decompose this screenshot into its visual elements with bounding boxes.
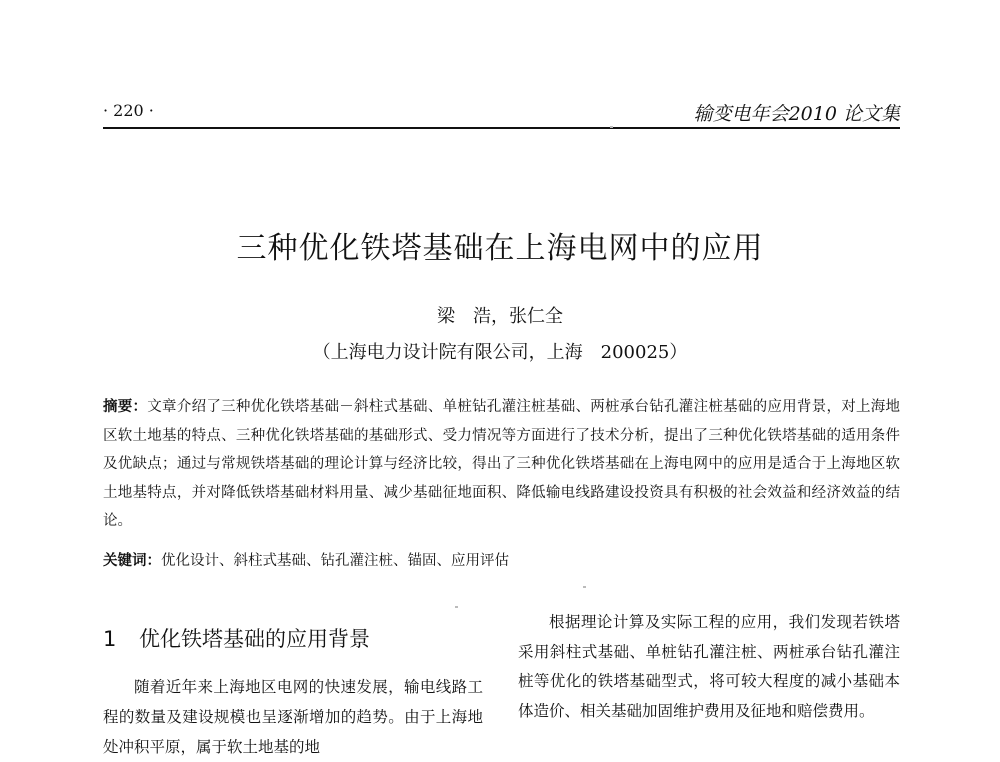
journal-title: 输变电年会2010 论文集 xyxy=(693,103,900,125)
body-column-left xyxy=(103,672,483,762)
affiliation: （上海电力设计院有限公司，上海 200025） xyxy=(312,342,688,363)
abstract-text: 文章介绍了三种优化铁塔基础－斜柱式基础、单桩钻孔灌注桩基础、两桩承台钻孔灌注桩基础的应用背景，对上海地区软土地基的特点、三种优化铁塔基础的基础形式、受力情况等方面进行了技术分析，提出了三种优化铁塔基础的适用条件及优缺点；通过与常规铁塔基础的理论计算与经济比较，得出了三种优化铁塔基础在上海电网中的应用是适合于上海地区软土地基特点，并对降低铁塔基础材料用量、减少基础征地面积、降低输电线路建设投资具有积极的社会效益和经济效益的结论。 xyxy=(103,399,900,530)
scan-speck xyxy=(455,606,458,608)
keywords-label: 关键词： xyxy=(103,553,161,569)
keywords xyxy=(103,549,900,573)
header-rule xyxy=(103,127,900,129)
body-paragraph-left: 随着近年来上海地区电网的快速发展，输电线路工程的数量及建设规模也呈逐渐增加的趋势。由于上海地处冲积平原，属于软土地基的地 xyxy=(103,678,483,756)
section-title: 优化铁塔基础的应用背景 xyxy=(139,627,370,651)
scan-speck xyxy=(610,126,613,128)
authors: 梁 浩，张仁全 xyxy=(437,306,563,327)
scan-speck xyxy=(583,586,586,588)
body-column-right xyxy=(518,608,900,726)
section-heading xyxy=(103,623,370,653)
paper-title: 三种优化铁塔基础在上海电网中的应用 xyxy=(236,231,764,266)
abstract xyxy=(103,393,900,536)
running-header xyxy=(103,95,900,131)
section-number: 1 xyxy=(103,627,117,651)
body-paragraph-right: 根据理论计算及实际工程的应用，我们发现若铁塔采用斜柱式基础、单桩钻孔灌注桩、两桩承台钻孔灌注桩等优化的铁塔基础型式，将可较大程度的减小基础本体造价、相关基础加固维护费用及征地和赔偿费用。 xyxy=(518,613,900,720)
abstract-label: 摘要： xyxy=(103,399,148,415)
page-number: · 220 · xyxy=(103,101,154,120)
keywords-text: 优化设计、斜柱式基础、钻孔灌注桩、锚固、应用评估 xyxy=(161,553,509,569)
